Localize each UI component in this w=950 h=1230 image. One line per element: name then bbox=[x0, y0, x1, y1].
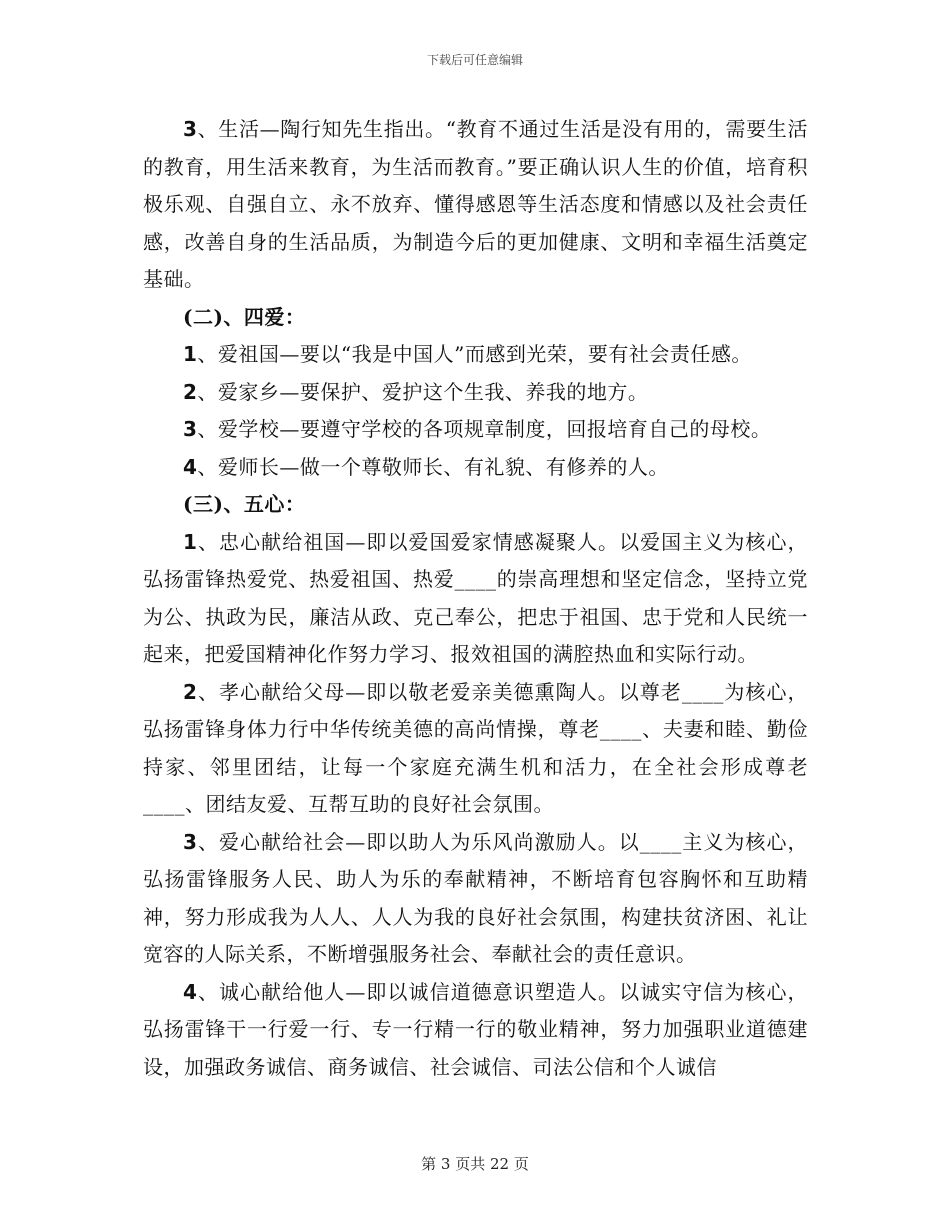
item-number: 3 bbox=[183, 117, 198, 141]
item-number: 1 bbox=[183, 342, 198, 366]
paragraph-text: 、诚心献给他人—即以诚信道德意识塑造人。以诚实守信为核心，弘扬雷锋干一行爱一行、专一行精一行的敬业精神，努力加强职业道德建设，加强政务诚信、商务诚信、社会诚信、司法公信和个人诚信 bbox=[143, 979, 808, 1079]
item-number: 4 bbox=[183, 979, 198, 1004]
paragraph-text: 、爱家乡—要保护、爱护这个生我、养我的地方。 bbox=[197, 379, 649, 404]
page-header: 下载后可任意编辑 bbox=[426, 53, 523, 67]
paragraph-text: 、生活—陶行知先生指出。“教育不通过生活是没有用的，需要生活的教育，用生活来教育，为生活而教育。”要正确认识人生的价值，培育积极乐观、自强自立、永不放弃、懂得感恩等生活态度和情感以及社会责任感，改善自身的生活品质，为制造今后的更加健康、文明和幸福生活奠定基础。 bbox=[143, 117, 808, 291]
item-number: 4 bbox=[183, 454, 198, 479]
paragraph-text: 、忠心献给祖国—即以爱国爱家情感凝聚人。以爱国主义为核心，弘扬雷锋热爱党、热爱祖国、热爱____的崇高理想和坚定信念，坚持立党为公、执政为民，廉洁从政、克己奉公，把忠于祖国、忠于党和人民统一起来，把爱国精神化作努力学习、报效祖国的满腔热血和实际行动。 bbox=[143, 529, 808, 666]
item-number: 1 bbox=[183, 529, 198, 554]
paragraph-love-teachers bbox=[143, 449, 808, 487]
paragraph-life bbox=[143, 111, 808, 299]
paragraph-text: 、爱学校—要遵守学校的各项规章制度，回报培育自己的母校。 bbox=[197, 417, 772, 441]
section-heading-five-hearts bbox=[143, 486, 808, 524]
paragraph-text: 、孝心献给父母—即以敬老爱亲美德熏陶人。以尊老____为核心，弘扬雷锋身体力行中华传统美德的高尚情操，尊老____、夫妻和睦、勤俭持家、邻里团结，让每一个家庭充满生机和活力，在全社会形成尊老____、团结友爱、互帮互助的良好社会氛围。 bbox=[143, 679, 808, 816]
paragraph-loyalty bbox=[143, 524, 808, 674]
item-number: 3 bbox=[183, 829, 198, 854]
paragraph-filial-piety bbox=[143, 674, 808, 824]
paragraph-caring-society bbox=[143, 824, 808, 974]
paragraph-love-hometown bbox=[143, 374, 808, 412]
paragraph-love-school bbox=[143, 411, 808, 449]
paragraph-text: 、爱师长—做一个尊敬师长、有礼貌、有修养的人。 bbox=[197, 454, 669, 479]
section-heading-four-loves bbox=[143, 299, 808, 337]
paragraph-text: 、爱祖国—要以“我是中国人”而感到光荣，要有社会责任感。 bbox=[197, 342, 752, 366]
paragraph-text: 、爱心献给社会—即以助人为乐风尚激励人。以____主义为核心，弘扬雷锋服务人民、助人为乐的奉献精神，不断培育包容胸怀和互助精神，努力形成我为人人、人人为我的良好社会氛围，构建扶贫济困、礼让宽容的人际关系，不断增强服务社会、奉献社会的责任意识。 bbox=[143, 829, 808, 966]
page-footer: 第 3 页共 22 页 bbox=[421, 1155, 529, 1173]
paragraph-love-country bbox=[143, 336, 808, 374]
heading-text: (二)、四爱： bbox=[183, 304, 306, 329]
document-body bbox=[143, 111, 808, 1086]
item-number: 2 bbox=[183, 379, 198, 404]
item-number: 3 bbox=[183, 417, 198, 441]
item-number: 2 bbox=[183, 679, 198, 704]
heading-text: (三)、五心： bbox=[183, 492, 306, 516]
paragraph-sincerity bbox=[143, 974, 808, 1087]
